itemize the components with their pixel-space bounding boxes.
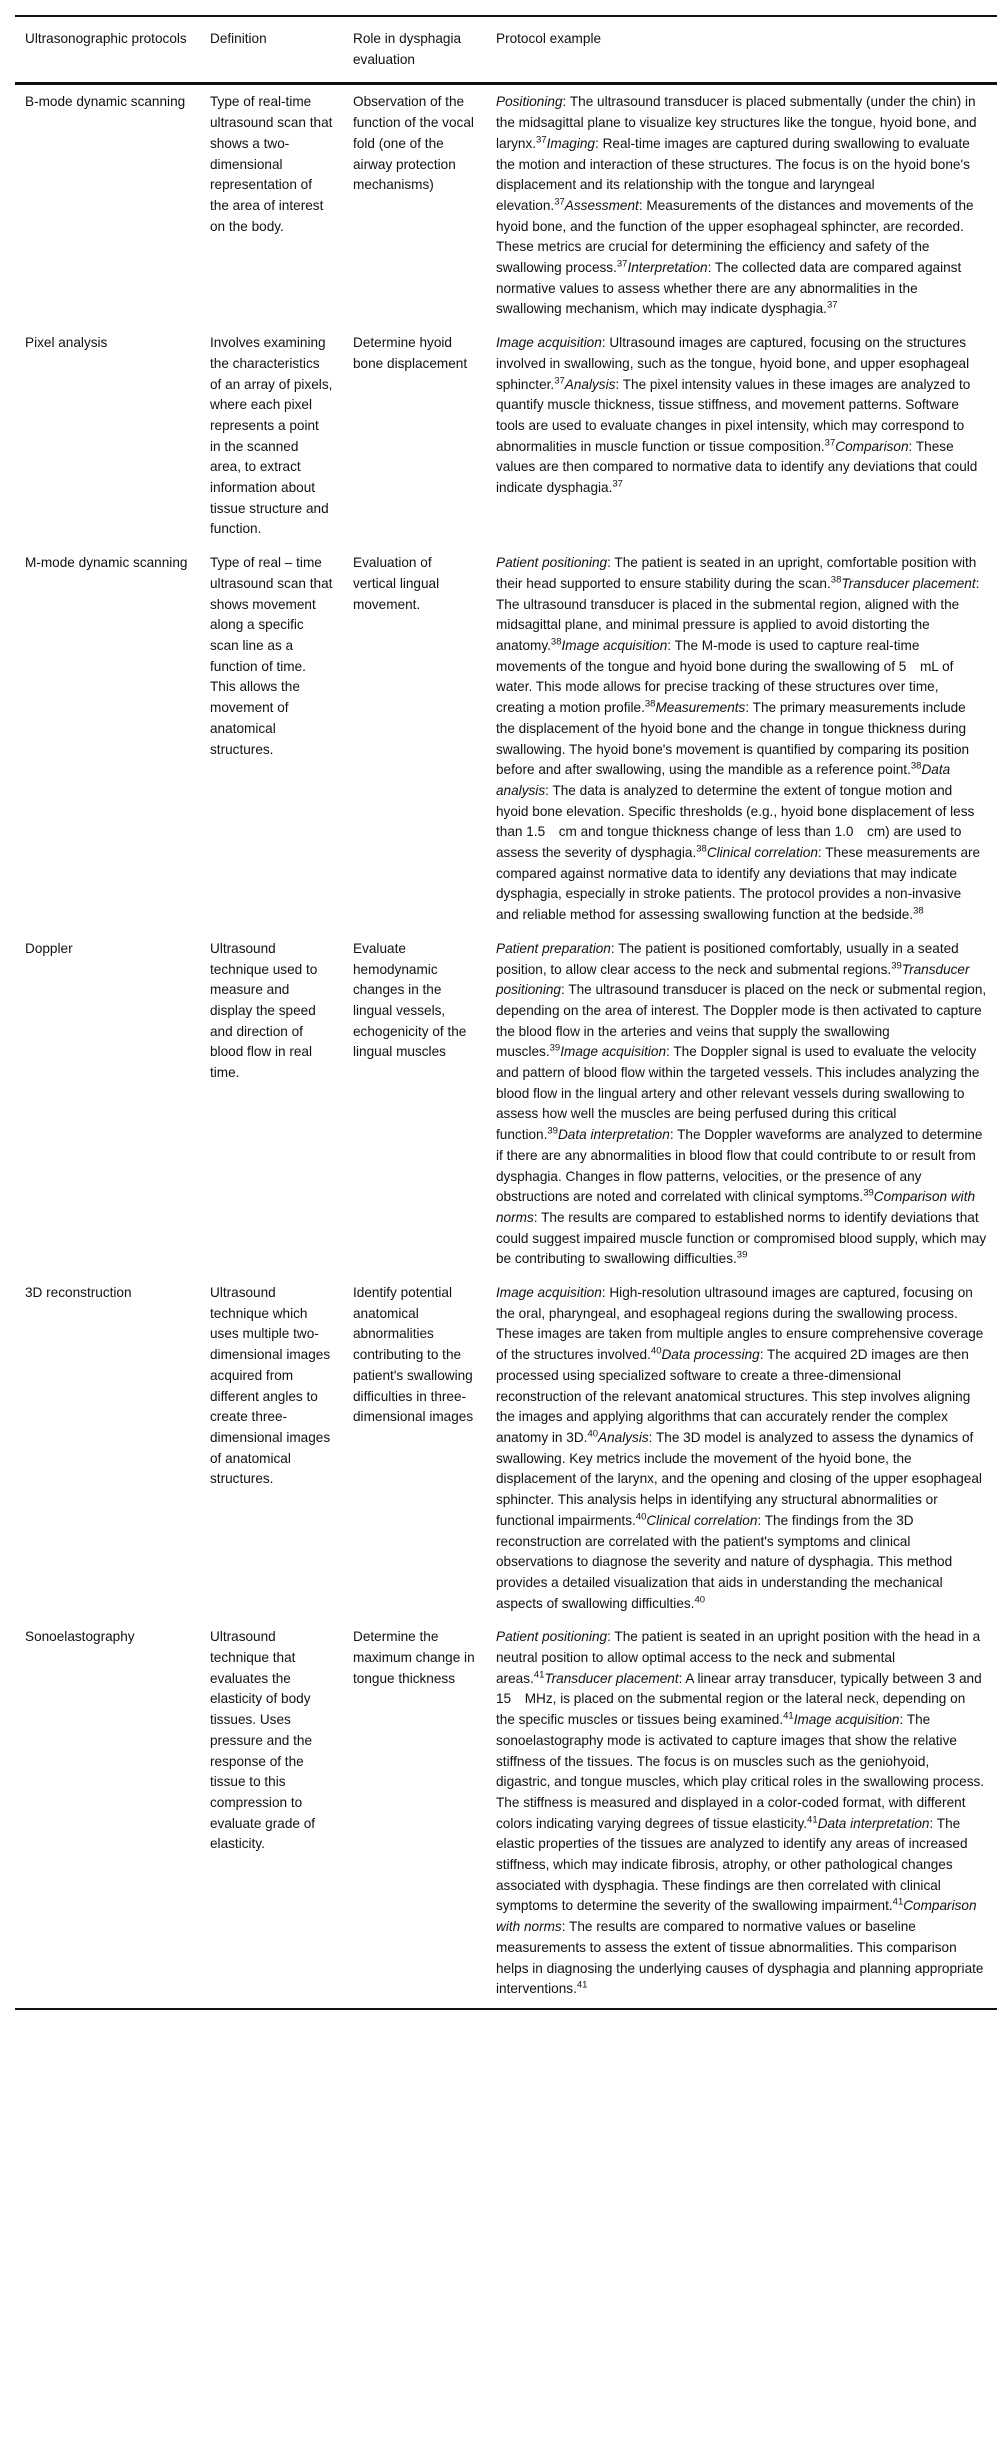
role-cell: Evaluation of vertical lingual movement. [353, 555, 440, 612]
step-text: The Doppler signal is used to evaluate the velocity and pattern of blood flow within the targeted vessels. This includes analyzing the blood flow in the lingual artery and other relevant vessels during swallowing to assess how well the muscles are being perfused during this critical function. [496, 1044, 980, 1143]
reference-number: 37 [616, 258, 628, 270]
step-text: The sonoelastography mode is activated to capture images that show the relative stiffness of the tissues. The focus is on muscles such as the geniohyoid, digastric, and tongue muscles, which play critical roles in the swallowing process. The stiffness is measured and displayed in a color-coded format, with different colors indicating varying degrees of tissue elasticity. [496, 1712, 985, 1831]
step-text: The ultrasound transducer is placed in the submental region, aligned with the midsagittal plane, and minimal pressure is applied to avoid distorting the anatomy. [496, 596, 960, 653]
protocol-example-cell: Patient preparation: The patient is positioned comfortably, usually in a seated position, to allow clear access to the neck and submental regions.$^{39}$Transducer positioning: The ultrasound transducer is placed on the neck or submental region, depending on the area of interest. The Doppler mode is then activated to capture the blood flow in the arteries and veins that supply the swallowing muscles.$^{39}$Image acquisition: The Doppler signal is used to evaluate the velocity and pattern of blood flow within the targeted vessels. This includes analyzing the blood flow in the lingual artery and other relevant vessels during swallowing to assess how well the muscles are being perfused during this critical function.$^{39}$Data interpretation: The Doppler waveforms are analyzed to determine if there are any abnormalities in blood flow that could contribute to or result from dysphagia. Changes in flow patterns, velocities, or the presence of any obstructions are noted and correlated with clinical symptoms.$^{39}$Comparison with norms: The results are compared to established norms to identify deviations that could suggest impaired muscle function or compromised blood supply, which may be contributing to swallowing difficulties.$^{39}$ [496, 940, 987, 1267]
reference-number: 41 [533, 1669, 545, 1681]
role-cell: Identify potential anatomical abnormalities contributing to the patient's swallowing difficulties in three-dimensional images [353, 1285, 474, 1425]
header-definition: Definition [210, 31, 267, 46]
reference-number: 38 [696, 843, 707, 855]
definition-cell: Involves examining the characteristics of an array of pixels, where each pixel represents a point in the scanned area, to extract information about tissue structure and function. [210, 335, 333, 537]
table-row [15, 1279, 997, 1623]
role-cell: Observation of the function of the vocal fold (one of the airway protection mechanisms) [353, 94, 474, 193]
protocol-cell: B-mode dynamic scanning [25, 94, 186, 110]
reference-number: 37 [554, 196, 565, 208]
step-label: Image acquisition [496, 1285, 602, 1301]
table-row [15, 329, 997, 549]
step-text: Measurements of the distances and movements of the hyoid bone, and the function of the upper esophageal sphincter, are recorded. These metrics are crucial for determining the efficiency and safety of the swallowing process. [496, 197, 974, 276]
reference-number: 38 [910, 760, 922, 772]
table-row [15, 84, 997, 329]
definition-cell: Ultrasound technique which uses multiple two-dimensional images acquired from different angles to create three-dimensional images of anatomical structures. [210, 1285, 331, 1487]
reference-number: 37 [826, 299, 838, 311]
protocol-cell: Sonoelastography [25, 1629, 135, 1645]
reference-number: 37 [824, 437, 836, 449]
step-text: The elastic properties of the tissues are analyzed to identify any areas of increased stiffness, which may indicate fibrosis, atrophy, or other pathological changes associated with dysphagia. These findings are then correlated with clinical symptoms to determine the severity of the swallowing impairment. [496, 1815, 968, 1914]
protocol-example-cell: Positioning: The ultrasound transducer is placed submentally (under the chin) in the midsagittal plane to visualize key structures like the tongue, hyoid bone, and larynx.$^{37}$Imaging: Real-time images are captured during swallowing to evaluate the motion and interaction of these structures. The focus is on the hyoid bone's displacement and its relationship with the tongue and laryngeal elevation.$^{37}$Assessment: Measurements of the distances and movements of the hyoid bone, and the function of the upper esophageal sphincter, are recorded. These metrics are crucial for determining the efficiency and safety of the swallowing process.$^{37}$Interpretation: The collected data are compared against normative values to assess whether there are any abnormalities in the swallowing mechanism, which may indicate dysphagia.$^{37}$ [496, 94, 977, 317]
reference-number: 38 [550, 636, 562, 648]
step-label: Clinical correlation [646, 1512, 758, 1528]
step-text: These measurements are compared against normative data to identify any deviations that may indicate dysphagia, especially in stroke patients. The protocol provides a non-invasive and reliable method for assessing swallowing function at the bedside. [496, 845, 981, 923]
step-label: Patient positioning [496, 1629, 608, 1645]
table-row [15, 935, 997, 1279]
step-text: Ultrasound images are captured, focusing on the structures involved in swallowing, such as the tongue, hyoid bone, and upper esophageal sphincter. [496, 335, 970, 392]
step-text: The primary measurements include the displacement of the hyoid bone and the change in tongue thickness during swallowing. The hyoid bone's movement is quantified by comparing its position before and after swallowing, using the mandible as a reference point. [496, 700, 970, 778]
step-text: The ultrasound transducer is placed submentally (under the chin) in the midsagittal plane to visualize key structures like the tongue, hyoid bone, and larynx. [496, 94, 977, 151]
step-text: The pixel intensity values in these images are analyzed to quantify muscle thickness, tissue stiffness, and movement patterns. Software tools are used to evaluate changes in pixel intensity, which may correspond to abnormalities in muscle function or tissue composition. [496, 376, 971, 454]
step-label: Transducer positioning [496, 961, 970, 998]
protocol-cell: Pixel analysis [25, 335, 108, 351]
reference-number: 39 [863, 1187, 874, 1199]
reference-number: 40 [635, 1511, 647, 1523]
step-label: Transducer placement [841, 575, 976, 591]
reference-number: 40 [694, 1594, 706, 1606]
table-row [15, 549, 997, 935]
step-label: Comparison with norms [496, 1189, 976, 1225]
step-label: Data analysis [496, 762, 951, 798]
step-label: Data processing [661, 1347, 760, 1363]
step-text: The ultrasound transducer is placed on the neck or submental region, depending on the area of interest. The Doppler mode is then activated to capture the blood flow in the arteries and veins that supply the swallowing muscles. [496, 982, 987, 1060]
role-cell: Determine hyoid bone displacement [353, 335, 468, 371]
reference-number: 37 [554, 375, 565, 387]
reference-number: 39 [736, 1249, 748, 1261]
step-label: Transducer placement [544, 1670, 679, 1686]
step-text: The acquired 2D images are then processed using specialized software to create a three-dimensional reconstruction of the relevant anatomical structures. This step involves aligning the images and applying algorithms that can accurately render the complex anatomy in 3D. [496, 1347, 971, 1445]
header-protocols: Ultrasonographic protocols [25, 31, 187, 46]
step-text: These values are then compared to normative data to identify any deviations that could indicate dysphagia. [496, 438, 978, 496]
table-header [15, 16, 997, 84]
step-text: The M-mode is used to capture real-time movements of the tongue and hyoid bone during the swallowing of 5 mL of water. This mode allows for precise tracking of these structures over time, creating a motion profile. [496, 637, 954, 716]
reference-number: 41 [576, 1979, 588, 1991]
step-label: Comparison [835, 438, 909, 454]
step-label: Measurements [655, 700, 746, 716]
role-cell: Evaluate hemodynamic changes in the lingual vessels, echogenicity of the lingual muscles [353, 940, 467, 1060]
step-text: The patient is positioned comfortably, usually in a seated position, to allow clear access to the neck and submental regions. [496, 940, 959, 977]
reference-number: 39 [547, 1125, 558, 1137]
step-text: The results are compared to established norms to identify deviations that could suggest impaired muscle function or compromised blood supply, which may be contributing to swallowing difficulties. [496, 1209, 987, 1267]
definition-cell: Ultrasound technique used to measure and display the speed and direction of blood flow in real time. [210, 940, 318, 1081]
step-label: Interpretation [627, 260, 708, 276]
step-label: Positioning [496, 94, 563, 110]
protocol-example-cell: Image acquisition: High-resolution ultrasound images are captured, focusing on the oral, pharyngeal, and esophageal regions during the swallowing process. These images are taken from multiple angles to ensure comprehensive coverage of the structures involved.$^{40}$Data processing: The acquired 2D images are then processed using specialized software to create a three-dimensional reconstruction of the relevant anatomical structures. This step involves aligning the images and applying algorithms that can accurately render the complex anatomy in 3D.$^{40}$Analysis: The 3D model is analyzed to assess the dynamics of swallowing. Key metrics include the movement of the hyoid bone, the displacement of the larynx, and the opening and closing of the upper esophageal sphincter. This analysis helps in identifying any structural abnormalities or functional impairments.$^{40}$Clinical correlation: The findings from the 3D reconstruction are correlated with the patient's symptoms and clinical observations to diagnose the severity and nature of dysphagia. This method provides a detailed visualization that aids in understanding the mechanical aspects of swallowing difficulties.$^{40}$ [496, 1285, 984, 1611]
step-text: The patient is seated in an upright position with the head in a neutral position to allow optimal access to the neck and submental areas. [496, 1629, 981, 1686]
reference-number: 37 [536, 134, 547, 146]
reference-number: 38 [913, 905, 924, 917]
header-role: Role in dysphagia evaluation [353, 31, 462, 67]
protocol-example-cell: Patient positioning: The patient is seated in an upright position with the head in a neutral position to allow optimal access to the neck and submental areas.$^{41}$Transducer placement: A linear array transducer, typically between 3 and 15 MHz, is placed on the submental region or the lateral neck, depending on the specific muscles or tissues being examined.$^{41}$Image acquisition: The sonoelastography mode is activated to capture images that show the relative stiffness of the tissues. The focus is on muscles such as the geniohyoid, digastric, and tongue muscles, which play critical roles in the swallowing process. The stiffness is measured and displayed in a color-coded format, with different colors indicating varying degrees of tissue elasticity.$^{41}$Data interpretation: The elastic properties of the tissues are analyzed to identify any areas of increased stiffness, which may indicate fibrosis, atrophy, or other pathological changes associated with dysphagia. These findings are then correlated with clinical symptoms to determine the severity of the swallowing impairment.$^{41}$Comparison with norms: The results are compared to normative values or baseline measurements to assess the extent of tissue abnormalities. This comparison helps in diagnosing the underlying causes of dysphagia and planning appropriate interventions.$^{41}$ [496, 1629, 985, 1997]
step-text: The results are compared to normative values or baseline measurements to assess the extent of tissue abnormalities. This comparison helps in diagnosing the underlying causes of dysphagia and planning appropriate interventions. [496, 1919, 984, 1997]
step-text: The findings from the 3D reconstruction are correlated with the patient's symptoms and clinical observations to diagnose the severity and nature of dysphagia. This method provides a detailed visualization that aids in understanding the mechanical aspects of swallowing difficulties. [496, 1512, 953, 1611]
step-label: Analysis [564, 376, 616, 392]
step-text: The Doppler waveforms are analyzed to determine if there are any abnormalities in blood flow that could contribute to or result from dysphagia. Changes in flow patterns, velocities, or the presence of any obstructions are noted and correlated with clinical symptoms. [496, 1127, 983, 1205]
protocol-cell: Doppler [25, 940, 73, 956]
table-row [15, 1623, 997, 2009]
protocol-example-cell: Image acquisition: Ultrasound images are captured, focusing on the structures involved in swallowing, such as the tongue, hyoid bone, and upper esophageal sphincter.$^{37}$Analysis: The pixel intensity values in these images are analyzed to quantify muscle thickness, tissue stiffness, and movement patterns. Software tools are used to evaluate changes in pixel intensity, which may correspond to abnormalities in muscle function or tissue composition.$^{37}$Comparison: These values are then compared to normative data to identify any deviations that could indicate dysphagia.$^{37}$ [496, 335, 978, 496]
step-text: The 3D model is analyzed to assess the dynamics of swallowing. Key metrics include the movement of the hyoid bone, the displacement of the larynx, and the opening and closing of the upper esophageal sphincter. This analysis helps in identifying any structural abnormalities or functional impairments. [496, 1430, 982, 1528]
protocol-cell: M-mode dynamic scanning [25, 555, 188, 571]
step-label: Comparison with norms [496, 1898, 977, 1935]
reference-number: 40 [587, 1428, 599, 1440]
step-label: Clinical correlation [706, 845, 818, 861]
step-text: The patient is seated in an upright, comfortable position with their head supported to ensure stability during the scan. [496, 555, 977, 591]
ultrasonographic-protocols-table [15, 15, 997, 2010]
table-body [15, 84, 997, 2009]
step-label: Assessment [564, 197, 639, 213]
reference-number: 39 [549, 1042, 561, 1054]
reference-number: 40 [650, 1345, 662, 1357]
step-text: The data is analyzed to determine the extent of tongue motion and hyoid bone elevation. Specific thresholds (e.g., hyoid bone displacement of less than 1.5 cm and tongue thickness change of less than 1.0 cm) are used to assess the severity of dysphagia. [496, 782, 975, 861]
step-label: Data interpretation [817, 1815, 930, 1831]
step-label: Analysis [598, 1430, 649, 1445]
reference-number: 41 [807, 1814, 818, 1826]
step-label: Patient positioning [496, 555, 608, 571]
reference-number: 41 [892, 1896, 904, 1908]
reference-number: 41 [783, 1710, 794, 1722]
step-text: Real-time images are captured during swallowing to evaluate the motion and interaction of these structures. The focus is on the hyoid bone's displacement and its relationship with the tongue and laryngeal elevation. [496, 135, 970, 213]
step-text: High-resolution ultrasound images are captured, focusing on the oral, pharyngeal, and esophageal regions during the swallowing process. These images are taken from multiple angles to ensure comprehensive coverage of the structures involved. [496, 1285, 984, 1363]
step-label: Data interpretation [557, 1127, 670, 1143]
protocol-cell: 3D reconstruction [25, 1285, 132, 1301]
step-label: Patient preparation [496, 940, 611, 956]
step-label: Image acquisition [560, 1044, 667, 1060]
protocol-example-cell: Patient positioning: The patient is seated in an upright, comfortable position with their head supported to ensure stability during the scan.$^{38}$Transducer placement: The ultrasound transducer is placed in the submental region, aligned with the midsagittal plane, and minimal pressure is applied to avoid distorting the anatomy.$^{38}$Image acquisition: The M-mode is used to capture real-time movements of the tongue and hyoid bone during the swallowing of 5 mL of water. This mode allows for precise tracking of these structures over time, creating a motion profile.$^{38}$Measurements: The primary measurements include the displacement of the hyoid bone and the change in tongue thickness during swallowing. The hyoid bone's movement is quantified by comparing its position before and after swallowing, using the mandible as a reference point.$^{38}$Data analysis: The data is analyzed to determine the extent of tongue motion and hyoid bone elevation. Specific thresholds (e.g., hyoid bone displacement of less than 1.5 cm and tongue thickness change of less than 1.0 cm) are used to assess the severity of dysphagia.$^{38}$Clinical correlation: These measurements are compared against normative data to identify any deviations that may indicate dysphagia, especially in stroke patients. The protocol provides a non-invasive and reliable method for assessing swallowing function at the bedside.$^{38}$ [496, 555, 981, 923]
step-label: Imaging [546, 135, 595, 151]
step-text: The collected data are compared against normative values to assess whether there are any abnormalities in the swallowing mechanism, which may indicate dysphagia. [496, 260, 962, 317]
reference-number: 38 [830, 574, 842, 586]
definition-cell: Type of real-time ultrasound scan that shows a two-dimensional representation of the area of interest on the body. [210, 94, 333, 234]
reference-number: 39 [891, 960, 902, 971]
step-label: Image acquisition [793, 1712, 900, 1728]
reference-number: 38 [644, 698, 656, 710]
reference-number: 37 [612, 478, 623, 490]
step-label: Image acquisition [496, 335, 602, 351]
definition-cell: Type of real – time ultrasound scan that shows movement along a specific scan line as a function of time. This allows the movement of anatomical structures. [210, 555, 333, 757]
role-cell: Determine the maximum change in tongue thickness [353, 1629, 475, 1686]
header-protocol-example: Protocol example [496, 31, 602, 46]
definition-cell: Ultrasound technique that evaluates the elasticity of body tissues. Uses pressure and the response of the tissue to this compression to evaluate grade of elasticity. [210, 1629, 316, 1852]
step-label: Image acquisition [561, 637, 668, 653]
step-text: A linear array transducer, typically between 3 and 15 MHz, is placed on the submental region or the lateral neck, depending on the specific muscles or tissues being examined. [496, 1670, 982, 1728]
